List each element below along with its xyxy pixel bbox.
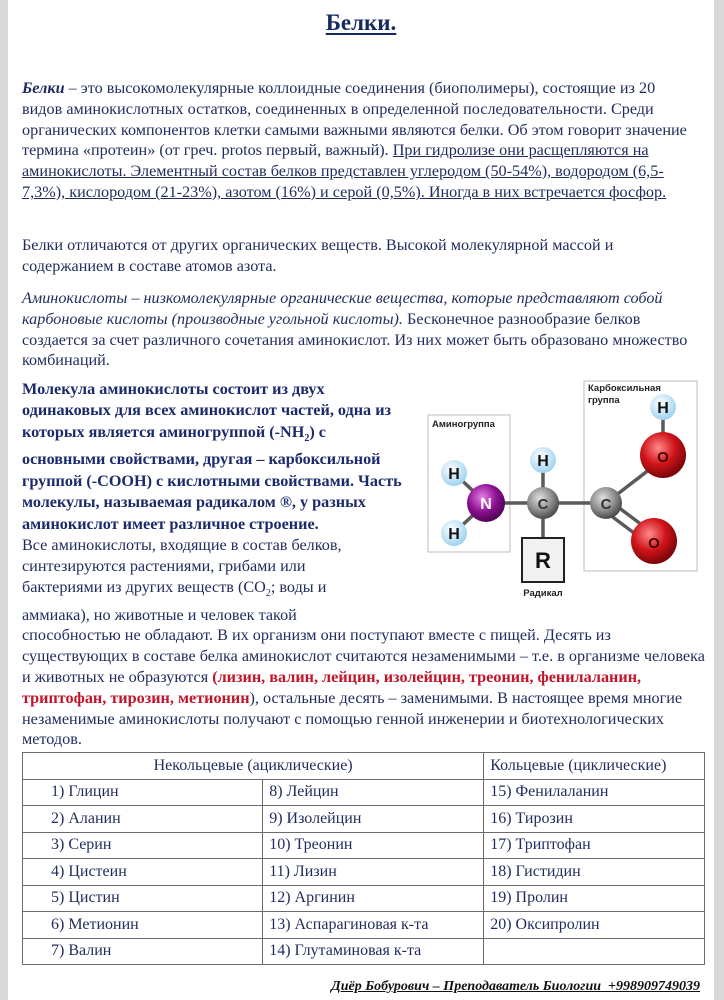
table-cell: 1) Глицин [23,779,263,806]
paragraph-molecule-structure [22,379,402,535]
structure-text-1: Молекула аминокислоты состоит из двух одинаковых для всех аминокислот частей, одна из которых является аминогруппой (-NH [22,380,392,441]
header-cyclic: Кольцевые (циклические) [484,753,705,780]
aminogroup-box [428,415,510,552]
table-cell: 11) Лизин [263,859,484,886]
svg-text:H: H [448,526,460,543]
table-cell: 8) Лейцин [263,779,484,806]
amino-acids-table [22,752,705,965]
header-acyclic: Некольцевые (ациклические) [23,753,484,780]
table-cell: 14) Глутаминовая к-та [263,938,484,965]
term-proteins: Белки [22,79,65,97]
synthesis-text [22,535,362,625]
table-header-row [23,753,705,780]
table-cell: 10) Треонин [263,832,484,859]
table-cell: 12) Аргинин [263,885,484,912]
definition-text: – это высокомолекулярные коллоидные соединения (биополимеры), состоящие из 20 видов аминокислотных остатков, соединенных в определенной последовательности. Среди органических компонентов клетки самыми важными являются белки. Об этом говорит значение термина «протеин» (от греч. protos первый, важный). [22,79,687,160]
table-row [23,938,705,965]
table-cell: 4) Цистеин [23,859,263,886]
amino-acids-variety-text: Бесконечное разнообразие белков создается за счет различного сочетания аминокислот. Из них может быть образовано множество комбинаций. [22,309,688,370]
page-title: Белки. [325,10,397,35]
table-cell: 15) Фенилаланин [484,779,705,806]
paragraph-essential-amino-acids [22,535,712,750]
synthesis-text-1: Все аминокислоты, входящие в состав белков, синтезируются растениями, грибами или бактериями из других веществ (CO [22,536,342,596]
essential-amino-acids-list: (лизин, валин, лейцин, изолейцин, треонин, фенилаланин, триптофан, тирозин, метионин [22,668,642,707]
paragraph-proteins-differences: Белки отличаются от других органических веществ. Высокой молекулярной массой и содержанием в составе атомов азота. [22,236,614,275]
svg-text:C: C [537,496,549,513]
structure-text-2: ) с основными свойствами, другая – карбоксильной группой (-COOH) с кислотными свойствами. Часть молекулы, называемая радикалом ®, у разных аминокислот имеет различное строение. [22,422,402,533]
table-row [23,832,705,859]
table-cell: 9) Изолейцин [263,806,484,833]
label-carboxyl-line1: Карбоксильная [588,383,661,394]
genetic-engineering-text: ), остальные десять – заменимыми. В настоящее время многие незаменимые аминокислоты получают с помощью генной инженерии и биотехнологических методов. [22,688,683,749]
table-row [23,779,705,806]
table-row [23,912,705,939]
table-cell: 16) Тирозин [484,806,705,833]
svg-text:H: H [537,453,549,470]
radical-symbol: R [535,548,551,573]
svg-text:H: H [448,466,460,483]
essential-text: способностью не обладают. В их организм они поступают вместе с пищей. Десять из существующих в составе белка аминокислот считаются незаменимыми – т.е. в организме человека и животных не образуются [22,626,705,687]
paragraph-proteins-definition [22,78,698,203]
document-page [8,0,714,1000]
table-row [23,859,705,886]
table-cell: 19) Пролин [484,885,705,912]
svg-text:C: C [600,496,612,513]
table-cell: 18) Гистидин [484,859,705,886]
synthesis-text-2: ; воды и аммиака), но животные и человек такой [22,577,327,624]
hydrolysis-underlined-text: При гидролизе они расщепляются на аминокислоты. Элементный состав белков представлен углеродом (50-54%), водородом (6,5-7,3%), кислородом (21-23%), азотом (16%) и серой (0,5%). Иногда в них встречается фосфор. [22,141,667,201]
author-footer: Диёр Бобурович – Преподаватель Биологии +998909749039 [331,979,700,994]
table-cell: 5) Цистин [23,885,263,912]
label-radical: Радикал [523,588,563,599]
table-cell: 6) Метионин [23,912,263,939]
table-cell: 20) Оксипролин [484,912,705,939]
svg-text:O: O [657,449,669,466]
subscript-2: 2 [265,587,271,599]
svg-text:O: O [648,535,660,552]
table-cell: 3) Серин [23,832,263,859]
svg-text:N: N [480,496,492,513]
table-row [23,806,705,833]
label-carboxyl-line2: группа [588,395,620,406]
subscript-2: 2 [304,433,310,445]
table-cell: 13) Аспарагиновая к-та [263,912,484,939]
amino-acids-definition: Аминокислоты – низкомолекулярные органические вещества, которые представляют собой карбоновые кислоты (производные угольной кислоты). [22,289,663,328]
table-cell: 17) Триптофан [484,832,705,859]
paragraph-amino-acids [22,288,698,371]
table-row [23,885,705,912]
table-cell [484,938,705,965]
svg-text:H: H [657,400,669,417]
table-cell: 7) Валин [23,938,263,965]
table-cell: 2) Аланин [23,806,263,833]
label-aminogroup: Аминогруппа [432,419,495,430]
